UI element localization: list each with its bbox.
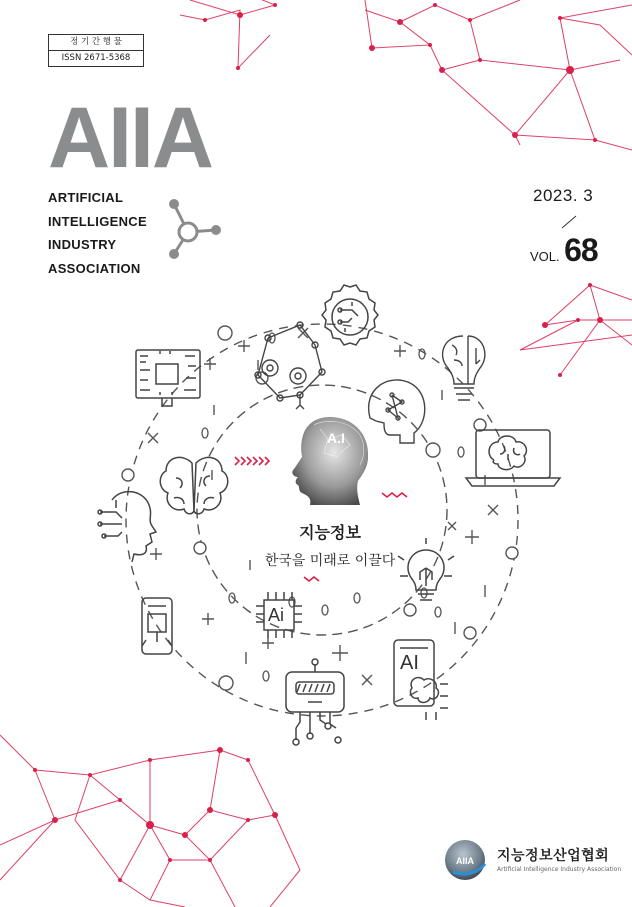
association-line: ARTIFICIAL [48, 190, 124, 205]
association-line: ASSOCIATION [48, 260, 141, 276]
periodical-label: 정 기 간 행 물 [70, 37, 122, 47]
ai-head-icon [280, 415, 375, 507]
association-name-korean: 지능정보산업협회 [497, 848, 610, 864]
ai-badge-label: A.I [327, 430, 345, 446]
aiia-logo: AIIA [48, 90, 212, 186]
volume-label: VOL. [530, 249, 560, 264]
association-emblem [443, 838, 491, 882]
volume-number: 68 [564, 232, 598, 268]
emblem-text: AIIA [456, 856, 474, 866]
chip-ai-label: Ai [268, 605, 285, 625]
phone-ai-label: AI [400, 652, 419, 674]
issn-label: ISSN 2671-5368 [49, 50, 143, 66]
association-line: INDUSTRY [48, 237, 117, 252]
issue-date: 2023. 3 [533, 186, 594, 205]
headline: 지능정보 [299, 523, 361, 542]
association-line: INTELLIGENCE [48, 213, 147, 229]
association-name-english: Artificial Intelligence Industry Association [497, 866, 622, 873]
subheadline: 한국을 미래로 이끌다 [264, 553, 396, 569]
